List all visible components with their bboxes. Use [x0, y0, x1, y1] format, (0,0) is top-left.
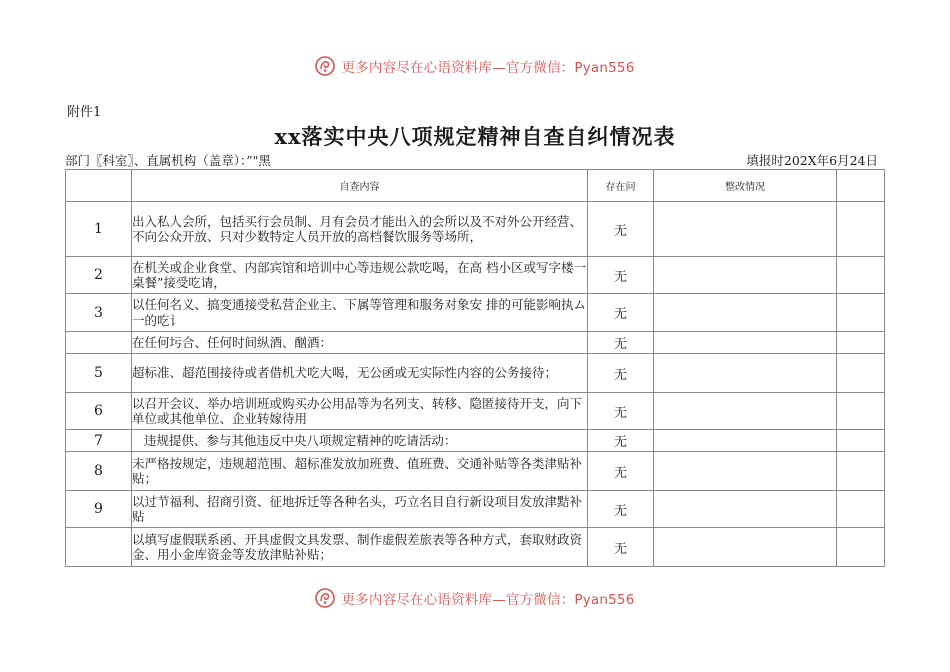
self-inspection-table: [65, 169, 885, 567]
table-header-row: [66, 170, 885, 202]
row-exist: 无: [588, 202, 654, 257]
row-number: 6: [66, 393, 132, 430]
row-content: 以过节福利、招商引资、征地拆迁等各种名头，巧立名目自行新设项目发放津黠补贴: [132, 491, 588, 528]
row-content: 在机关或企业食堂、内部宾馆和培训中心等违规公款吃喝，在高 档小区或写字楼一桌餐”接受吃请，: [132, 257, 588, 294]
row-number: 3: [66, 294, 132, 332]
row-number: 2: [66, 257, 132, 294]
row-number: 5: [66, 354, 132, 393]
table-row: [66, 452, 885, 491]
row-rectify: [654, 332, 837, 354]
header-rectify: 整改情况: [654, 170, 837, 202]
row-exist: 无: [588, 257, 654, 294]
row-content: 以任何名义、搞变通接受私营企业主、下属等管理和服务对象安 排的可能影响执ム一的吃讠: [132, 294, 588, 332]
row-number: [66, 528, 132, 567]
table-row: [66, 257, 885, 294]
table-row: [66, 294, 885, 332]
row-rectify: [654, 294, 837, 332]
row-rectify: [654, 430, 837, 452]
row-content: 以填写虚假联系函、开具虚假文具发票、制作虚假差旅表等各种方式，套取财政资金、用小金库资金等发放津贴补贴；: [132, 528, 588, 567]
row-exist: 无: [588, 294, 654, 332]
row-content: 超标准、超范围接待或者借机犬吃大喝，无公函或无实际性内容的公务接待；: [132, 354, 588, 393]
row-rectify: [654, 528, 837, 567]
watermark-banner-top: [0, 54, 950, 78]
row-content: 以召开会议、举办培训班或购买办公用品等为名列支、转移、隐匿接待开支，向下单位或其他单位、企业转嫁待用: [132, 393, 588, 430]
row-number: 7: [66, 430, 132, 452]
table-row: [66, 202, 885, 257]
header-content: 自查内容: [132, 170, 588, 202]
row-extra: [837, 430, 885, 452]
row-rectify: [654, 354, 837, 393]
row-exist: 无: [588, 393, 654, 430]
row-exist: 无: [588, 354, 654, 393]
row-content: 违规提供、参与其他违反中央八项规定精神的吃请活动：: [132, 430, 588, 452]
table-row: [66, 332, 885, 354]
row-exist: 无: [588, 430, 654, 452]
row-number: [66, 332, 132, 354]
row-extra: [837, 452, 885, 491]
row-extra: [837, 257, 885, 294]
table-row: [66, 393, 885, 430]
watermark-banner-bottom: [0, 586, 950, 610]
row-number: 8: [66, 452, 132, 491]
row-number: 9: [66, 491, 132, 528]
row-rectify: [654, 452, 837, 491]
row-exist: 无: [588, 332, 654, 354]
row-extra: [837, 202, 885, 257]
mind-logo-icon: [315, 588, 335, 608]
table-row: [66, 528, 885, 567]
row-extra: [837, 393, 885, 430]
watermark-text: 更多内容尽在心语资料库—官方微信：Pyan556: [341, 60, 635, 76]
row-content: 在任何圬合、任何时间纵酒、酗酒：: [132, 332, 588, 354]
fill-date: 填报时202X年6月24日: [746, 153, 878, 168]
row-extra: [837, 332, 885, 354]
header-extra: [837, 170, 885, 202]
mind-logo-icon: [315, 56, 335, 76]
document-title: xx落实中央八项规定精神自查自纠情况表: [274, 124, 676, 149]
annex-label: 附件1: [67, 105, 102, 120]
header-exist: 存在问: [588, 170, 654, 202]
row-rectify: [654, 393, 837, 430]
row-extra: [837, 528, 885, 567]
row-rectify: [654, 257, 837, 294]
table-row: [66, 354, 885, 393]
watermark-text: 更多内容尽在心语资料库—官方微信：Pyan556: [341, 592, 635, 608]
row-extra: [837, 294, 885, 332]
row-content: 出入私人会所，包括买行会员制、月有会员才能出入的会所以及不对外公开经营、不向公众开放、只对少数特定人员开放的高档餐饮服务等场所，: [132, 202, 588, 257]
table-row: [66, 430, 885, 452]
row-exist: 无: [588, 528, 654, 567]
header-number: [66, 170, 132, 202]
row-content: 未严格按规定，违规超范围、超标准发放加班费、值班费、交通补贴等各类津贴补贴；: [132, 452, 588, 491]
row-rectify: [654, 202, 837, 257]
row-exist: 无: [588, 491, 654, 528]
row-extra: [837, 354, 885, 393]
row-extra: [837, 491, 885, 528]
department-line: 部门〖科室〗、直属机构（盖章）：”"黑: [65, 153, 271, 168]
row-exist: 无: [588, 452, 654, 491]
row-rectify: [654, 491, 837, 528]
table-row: [66, 491, 885, 528]
row-number: 1: [66, 202, 132, 257]
